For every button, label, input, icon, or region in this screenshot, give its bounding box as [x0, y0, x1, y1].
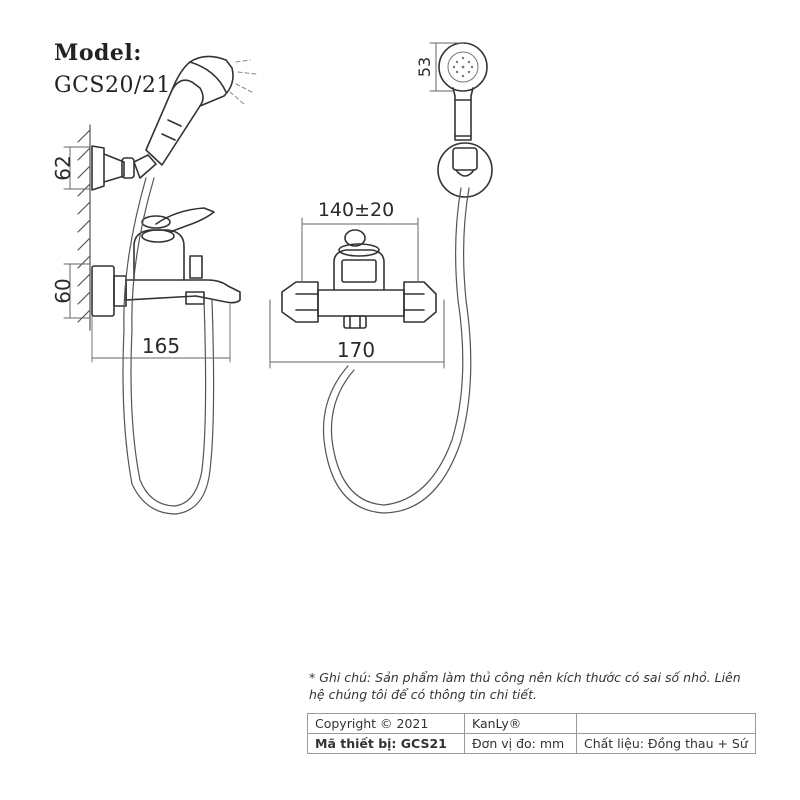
shower-wall-holder — [92, 146, 156, 190]
product-info-table — [307, 713, 756, 754]
copyright-cell: Copyright © 2021 — [308, 714, 465, 734]
disclaimer-note: * Ghi chú: Sản phẩm làm thủ công nên kích thước có sai số nhỏ. Liên hệ chúng tôi để có thông tin chi tiết. — [309, 670, 741, 702]
front-view — [282, 230, 436, 328]
mixer-width-label: 170 — [336, 338, 376, 362]
model-title: Model: — [54, 40, 142, 66]
device-code-cell: Mã thiết bị: GCS21 — [308, 734, 465, 754]
model-code: GCS20/21 — [54, 73, 171, 98]
shower-head-front-view — [438, 43, 492, 197]
material-cell: Chất liệu: Đồng thau + Sứ — [577, 734, 756, 754]
table-row — [308, 714, 756, 734]
unit-cell: Đơn vị đo: mm — [465, 734, 577, 754]
holder-height-label: 53 — [415, 56, 434, 78]
empty-cell — [577, 714, 756, 734]
shower-mount-height-label: 62 — [51, 155, 75, 181]
table-row — [308, 734, 756, 754]
brand-cell: KanLy® — [465, 714, 577, 734]
mixer-depth-label: 165 — [141, 334, 181, 358]
mixer-mount-height-label: 60 — [51, 278, 75, 304]
wall-hatching — [78, 125, 90, 330]
nozzle-pattern — [453, 57, 473, 77]
side-view — [78, 56, 256, 514]
center-distance-label: 140±20 — [317, 199, 395, 221]
